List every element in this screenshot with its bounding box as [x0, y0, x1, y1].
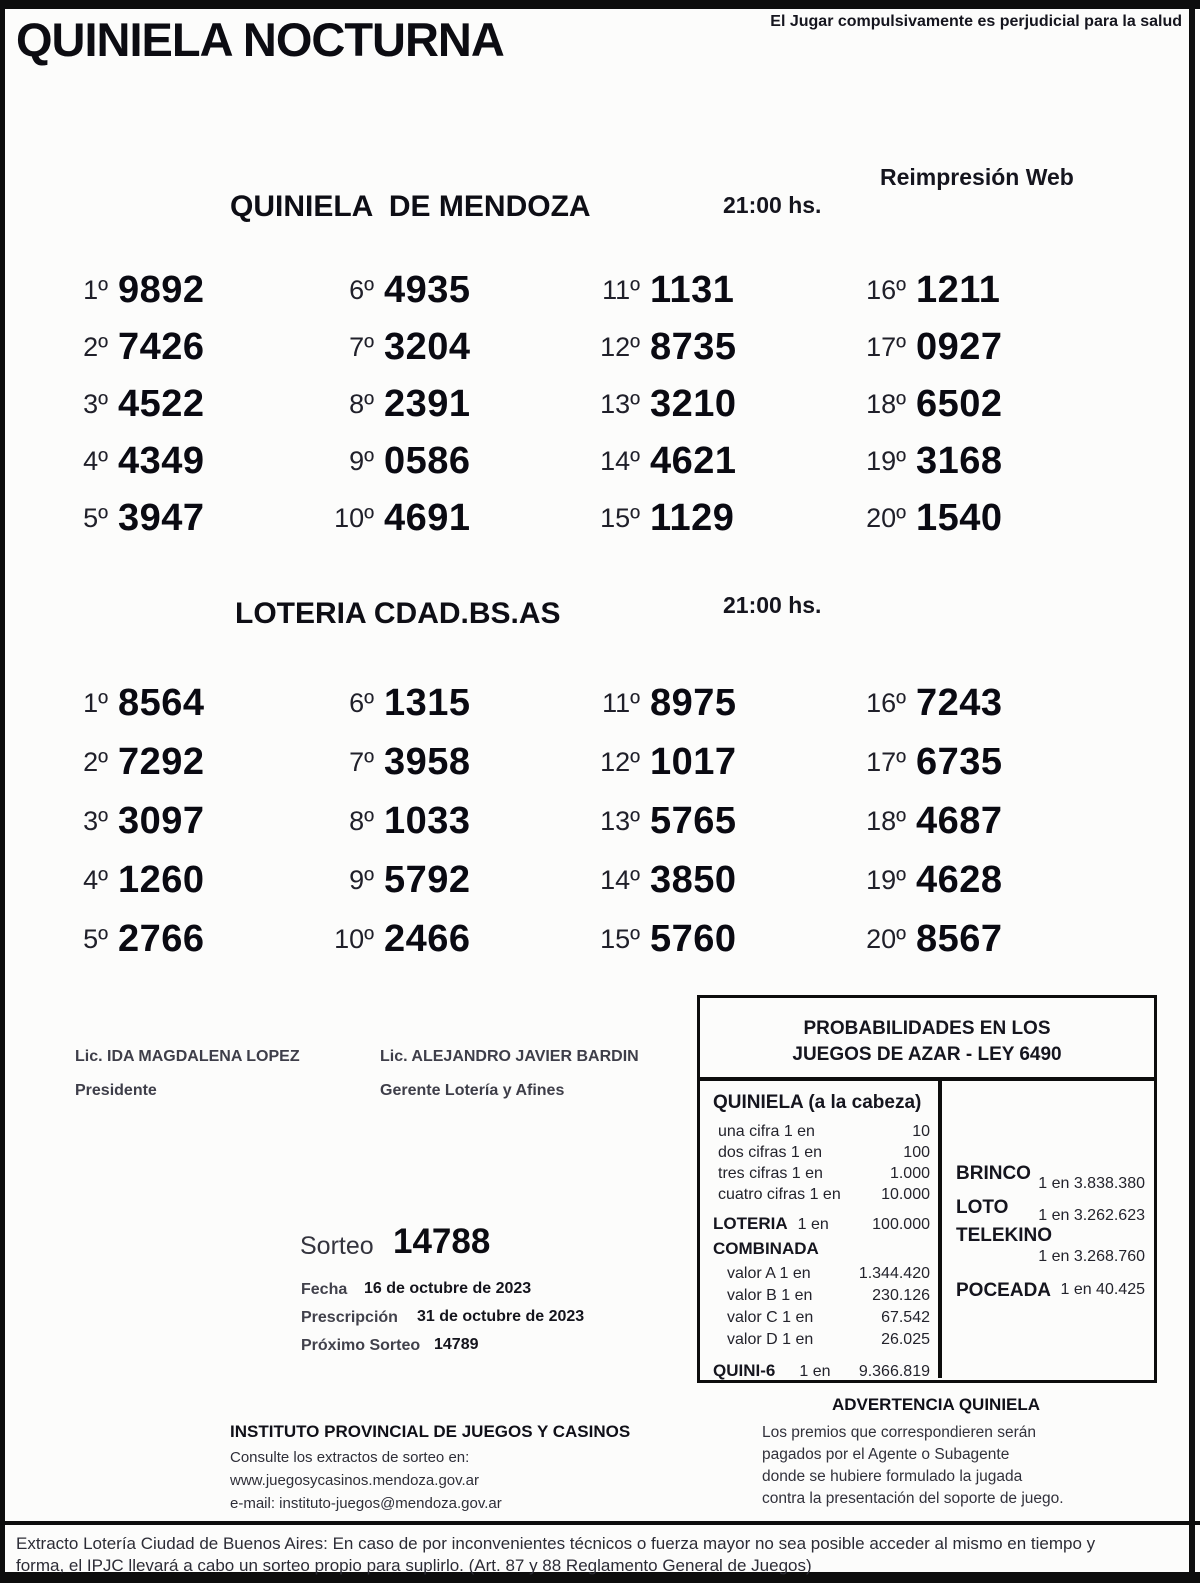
page-left-border — [0, 0, 5, 1583]
result-item — [588, 376, 854, 433]
result-item — [588, 733, 854, 792]
result-item — [588, 262, 854, 319]
odds-row — [713, 1307, 930, 1329]
result-position: 2º — [83, 747, 108, 777]
result-number: 0586 — [384, 440, 471, 482]
result-position: 14º — [600, 446, 640, 476]
institute-website: www.juegosycasinos.mendoza.gov.ar — [230, 1472, 480, 1489]
result-item — [322, 262, 588, 319]
result-number: 3204 — [384, 326, 471, 368]
odds-value: 230.126 — [872, 1287, 930, 1304]
result-item — [56, 733, 322, 792]
bsas-results-grid — [56, 674, 1120, 969]
quiniela-odds-header: QUINIELA (a la cabeza) — [713, 1092, 922, 1113]
odds-row — [713, 1285, 930, 1307]
result-position: 12º — [600, 332, 640, 362]
result-number: 5760 — [650, 918, 737, 960]
result-position: 12º — [600, 747, 640, 777]
result-number: 7426 — [118, 326, 205, 368]
result-item — [56, 433, 322, 490]
result-position: 10º — [334, 924, 374, 954]
probabilities-title-line2: JUEGOS DE AZAR - LEY 6490 — [792, 1044, 1062, 1065]
result-item — [854, 910, 1120, 969]
probabilities-box — [697, 995, 1157, 1383]
result-item — [588, 319, 854, 376]
result-number: 5765 — [650, 800, 737, 842]
result-number: 1315 — [384, 682, 471, 724]
result-position: 5º — [83, 503, 108, 533]
institute-consult-line: Consulte los extractos de sorteo en: — [230, 1449, 470, 1466]
footer-extracto-line2: forma, el IPJC llevará a cabo un sorteo propio para suplirlo. (Art. 87 y 88 Reglamento General de Juegos) — [16, 1556, 812, 1575]
result-position: 9º — [349, 865, 374, 895]
reprint-web-label: Reimpresión Web — [880, 164, 1074, 190]
result-item — [56, 490, 322, 547]
result-item — [56, 319, 322, 376]
probabilities-title — [700, 998, 1154, 1081]
brinco-odds: 1 en 3.838.380 — [1038, 1175, 1145, 1192]
result-item — [56, 674, 322, 733]
result-item — [322, 792, 588, 851]
combinada-header: COMBINADA — [713, 1239, 819, 1258]
result-number: 5792 — [384, 859, 471, 901]
result-item — [56, 851, 322, 910]
bsas-draw-time: 21:00 hs. — [723, 592, 822, 618]
result-position: 8º — [349, 389, 374, 419]
result-position: 17º — [866, 747, 906, 777]
result-number: 4687 — [916, 800, 1003, 842]
probabilities-left-column — [700, 1081, 938, 1378]
result-position: 7º — [349, 747, 374, 777]
odds-label: cuatro cifras 1 en — [718, 1186, 841, 1203]
odds-row — [713, 1263, 930, 1285]
result-position: 6º — [349, 688, 374, 718]
quiniela-odds-rows — [713, 1121, 930, 1205]
telekino-name: TELEKINO — [956, 1225, 1053, 1246]
result-item — [588, 490, 854, 547]
probabilities-right-column — [938, 1081, 1154, 1378]
result-item — [588, 851, 854, 910]
result-item — [56, 376, 322, 433]
odds-label: valor D 1 en — [727, 1331, 814, 1348]
result-position: 7º — [349, 332, 374, 362]
poceada-name: POCEADA — [956, 1280, 1052, 1301]
prescripcion-label: Prescripción — [301, 1309, 398, 1326]
proximo-sorteo-label: Próximo Sorteo — [301, 1337, 421, 1354]
result-item — [854, 262, 1120, 319]
sorteo-label: Sorteo — [300, 1232, 374, 1260]
bsas-section-title: LOTERIA CDAD.BS.AS — [235, 597, 561, 630]
result-position: 15º — [600, 503, 640, 533]
institute-name: INSTITUTO PROVINCIAL DE JUEGOS Y CASINOS — [230, 1422, 631, 1441]
result-position: 20º — [866, 503, 906, 533]
brinco-name: BRINCO — [956, 1163, 1031, 1184]
loteria-odds-mid: 1 en — [797, 1216, 829, 1233]
advertencia-line: contra la presentación del soporte de juego. — [762, 1489, 1064, 1507]
result-position: 1º — [83, 275, 108, 305]
odds-row — [713, 1329, 930, 1351]
signature-president-role: Presidente — [75, 1082, 157, 1099]
result-number: 0927 — [916, 326, 1003, 368]
result-number: 1540 — [916, 497, 1003, 539]
result-item — [322, 433, 588, 490]
footer-extracto-line1: Extracto Lotería Ciudad de Buenos Aires: En caso de por inconvenientes técnicos o fuerza mayor no sea posible acceder al mismo en tiempo y — [16, 1534, 1096, 1553]
result-position: 2º — [83, 332, 108, 362]
result-number: 3168 — [916, 440, 1003, 482]
result-number: 1129 — [650, 497, 735, 539]
advertencia-line: donde se hubiere formulado la jugada — [762, 1468, 1023, 1485]
mendoza-draw-time: 21:00 hs. — [723, 192, 822, 218]
result-item — [588, 433, 854, 490]
odds-row — [713, 1142, 930, 1163]
proximo-sorteo-value: 14789 — [434, 1336, 479, 1353]
odds-value: 1.344.420 — [858, 1265, 930, 1282]
page-top-bar — [0, 0, 1200, 9]
odds-row — [713, 1121, 930, 1142]
result-position: 8º — [349, 806, 374, 836]
result-number: 1017 — [650, 741, 737, 783]
footer-separator-line — [0, 1521, 1200, 1525]
result-number: 4691 — [384, 497, 471, 539]
result-number: 3947 — [118, 497, 205, 539]
result-number: 4628 — [916, 859, 1003, 901]
odds-value: 10 — [912, 1123, 930, 1140]
result-position: 14º — [600, 865, 640, 895]
result-item — [56, 262, 322, 319]
result-number: 2766 — [118, 918, 205, 960]
institute-email: e-mail: instituto-juegos@mendoza.gov.ar — [230, 1495, 502, 1512]
result-item — [854, 674, 1120, 733]
result-position: 3º — [83, 389, 108, 419]
result-number: 6502 — [916, 383, 1003, 425]
document-title: QUINIELA NOCTURNA — [16, 13, 504, 66]
result-number: 4522 — [118, 383, 205, 425]
advertencia-line: pagados por el Agente o Subagente — [762, 1445, 1010, 1463]
result-position: 13º — [600, 806, 640, 836]
result-item — [854, 851, 1120, 910]
result-item — [854, 376, 1120, 433]
result-item — [56, 792, 322, 851]
quini6-odds-row — [713, 1361, 930, 1381]
prescripcion-value: 31 de octubre de 2023 — [417, 1308, 585, 1325]
result-position: 11º — [602, 688, 640, 718]
result-position: 5º — [83, 924, 108, 954]
combinada-odds-rows — [713, 1263, 930, 1351]
result-item — [854, 733, 1120, 792]
signature-manager-name: Lic. ALEJANDRO JAVIER BARDIN — [380, 1048, 639, 1065]
result-item — [854, 792, 1120, 851]
result-number: 4349 — [118, 440, 205, 482]
result-position: 20º — [866, 924, 906, 954]
result-number: 1131 — [650, 269, 735, 311]
result-item — [588, 674, 854, 733]
result-position: 4º — [83, 446, 108, 476]
result-item — [322, 674, 588, 733]
odds-row — [713, 1163, 930, 1184]
odds-label: dos cifras 1 en — [718, 1144, 823, 1161]
odds-label: valor A 1 en — [727, 1265, 811, 1282]
result-position: 16º — [866, 688, 906, 718]
quini6-odds-value: 9.366.819 — [858, 1363, 930, 1380]
result-position: 11º — [602, 275, 640, 305]
result-position: 13º — [600, 389, 640, 419]
result-item — [854, 433, 1120, 490]
result-number: 3958 — [384, 741, 471, 783]
odds-label: valor B 1 en — [727, 1287, 813, 1304]
result-number: 8735 — [650, 326, 737, 368]
signature-president-name: Lic. IDA MAGDALENA LOPEZ — [75, 1048, 300, 1065]
advertencia-line: Los premios que correspondieren serán — [762, 1424, 1036, 1441]
poceada-odds: 1 en 40.425 — [1060, 1281, 1145, 1298]
probabilities-title-line1: PROBABILIDADES EN LOS — [803, 1018, 1051, 1039]
loteria-odds-value: 100.000 — [872, 1216, 930, 1233]
loto-name: LOTO — [956, 1197, 1009, 1218]
mendoza-section-title: QUINIELA DE MENDOZA — [230, 190, 591, 223]
result-item — [854, 490, 1120, 547]
quini6-odds-mid: 1 en — [799, 1363, 831, 1380]
telekino-odds: 1 en 3.268.760 — [1038, 1248, 1145, 1265]
result-position: 19º — [866, 865, 906, 895]
result-number: 6735 — [916, 741, 1003, 783]
result-number: 7243 — [916, 682, 1003, 724]
odds-row — [713, 1184, 930, 1205]
sorteo-number: 14788 — [393, 1222, 491, 1261]
loteria-odds-name: LOTERIA — [713, 1214, 788, 1233]
result-number: 4935 — [384, 269, 471, 311]
result-number: 2391 — [384, 383, 471, 425]
result-item — [322, 910, 588, 969]
result-item — [322, 733, 588, 792]
result-position: 9º — [349, 446, 374, 476]
result-number: 2466 — [384, 918, 471, 960]
result-number: 8567 — [916, 918, 1003, 960]
result-position: 6º — [349, 275, 374, 305]
result-position: 3º — [83, 806, 108, 836]
result-number: 8975 — [650, 682, 737, 724]
signature-manager-role: Gerente Lotería y Afines — [380, 1082, 565, 1099]
loteria-odds-row — [713, 1214, 930, 1234]
result-position: 18º — [866, 389, 906, 419]
odds-value: 67.542 — [881, 1309, 930, 1326]
result-position: 4º — [83, 865, 108, 895]
mendoza-results-grid — [56, 262, 1120, 547]
fecha-value: 16 de octubre de 2023 — [364, 1280, 532, 1297]
advertencia-title: ADVERTENCIA QUINIELA — [831, 1395, 1041, 1414]
result-position: 16º — [866, 275, 906, 305]
result-position: 1º — [83, 688, 108, 718]
result-number: 9892 — [118, 269, 205, 311]
result-item — [322, 319, 588, 376]
loto-odds: 1 en 3.262.623 — [1038, 1207, 1145, 1224]
result-position: 15º — [600, 924, 640, 954]
result-number: 8564 — [118, 682, 205, 724]
page-right-border — [1189, 0, 1195, 1583]
result-number: 3210 — [650, 383, 737, 425]
result-item — [588, 910, 854, 969]
result-number: 1033 — [384, 800, 471, 842]
probabilities-body — [700, 1081, 1154, 1378]
result-position: 19º — [866, 446, 906, 476]
odds-label: una cifra 1 en — [718, 1123, 815, 1140]
result-position: 10º — [334, 503, 374, 533]
result-position: 18º — [866, 806, 906, 836]
result-item — [322, 376, 588, 433]
quini6-odds-name: QUINI-6 — [713, 1361, 776, 1380]
result-item — [588, 792, 854, 851]
odds-label: tres cifras 1 en — [718, 1165, 823, 1182]
result-item — [322, 490, 588, 547]
result-number: 1260 — [118, 859, 205, 901]
odds-value: 1.000 — [889, 1165, 930, 1182]
result-number: 1211 — [916, 269, 1001, 311]
health-warning-text: El Jugar compulsivamente es perjudicial para la salud — [770, 13, 1182, 30]
odds-label: valor C 1 en — [727, 1309, 814, 1326]
odds-value: 26.025 — [881, 1331, 930, 1348]
odds-value: 10.000 — [881, 1186, 930, 1203]
result-number: 3097 — [118, 800, 205, 842]
result-item — [854, 319, 1120, 376]
result-number: 3850 — [650, 859, 737, 901]
odds-value: 100 — [903, 1144, 930, 1161]
result-item — [56, 910, 322, 969]
result-position: 17º — [866, 332, 906, 362]
result-item — [322, 851, 588, 910]
fecha-label: Fecha — [301, 1281, 348, 1298]
result-number: 7292 — [118, 741, 205, 783]
advertencia-block — [752, 1395, 1120, 1509]
result-number: 4621 — [650, 440, 737, 482]
